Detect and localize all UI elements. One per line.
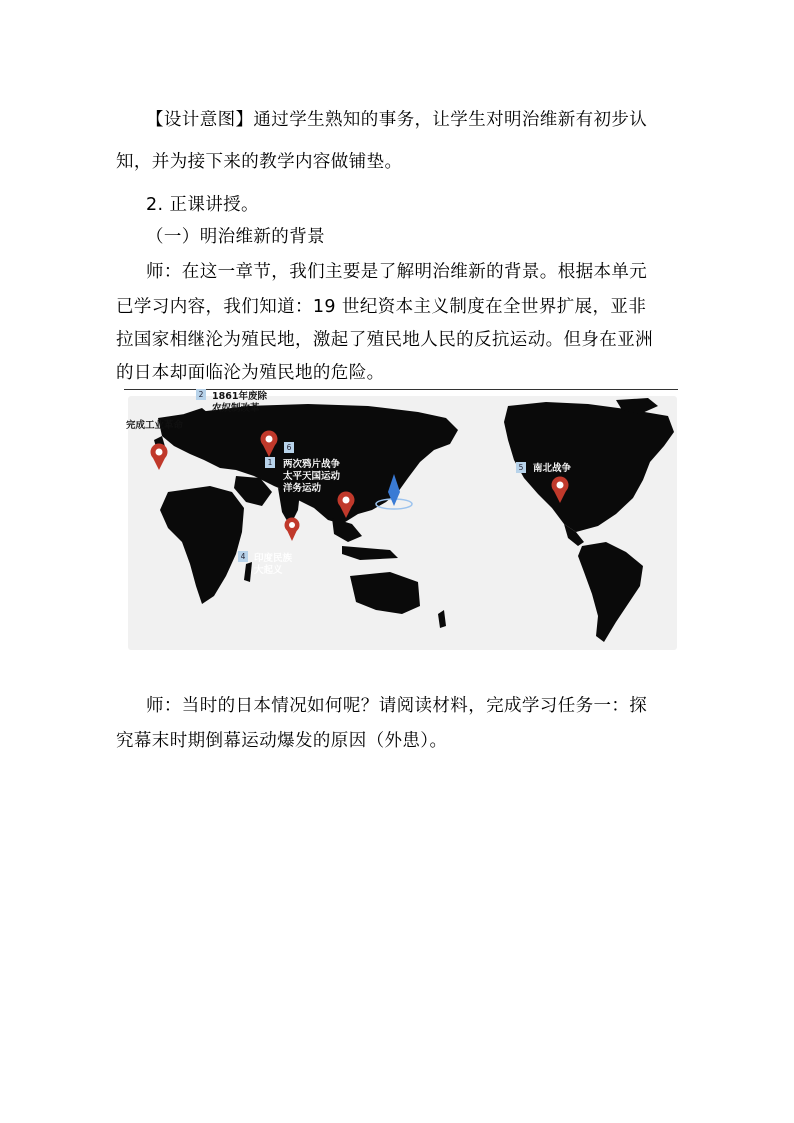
teacher-paragraph-1-line-4: 的日本却面临沦为殖民地的危险。	[116, 363, 385, 383]
design-intent-line-2: 知，并为接下来的教学内容做铺垫。	[116, 152, 403, 172]
world-map-svg	[128, 396, 677, 650]
label-russia-reform-1: 1861年废除	[212, 391, 267, 402]
label-china-1: 两次鸦片战争	[283, 459, 341, 470]
teacher-paragraph-1-line-2: 已学习内容，我们知道：19 世纪资本主义制度在全世界扩展，亚非	[116, 297, 647, 317]
teacher-paragraph-2-line-2: 究幕末时期倒幕运动爆发的原因（外患）。	[116, 731, 448, 751]
label-india-1: 印度民族	[254, 553, 293, 564]
teacher-paragraph-1-line-3: 拉国家相继沦为殖民地，激起了殖民地人民的反抗运动。但身在亚洲	[116, 330, 653, 350]
label-china-3: 洋务运动	[283, 483, 322, 494]
teacher-paragraph-2-line-1: 师：当时的日本情况如何呢？请阅读材料，完成学习任务一：探	[146, 696, 648, 716]
australia-landmass	[350, 572, 420, 614]
design-intent-line-1: 【设计意图】通过学生熟知的事务，让学生对明治维新有初步认	[146, 110, 648, 130]
section-heading: 2. 正课讲授。	[146, 195, 259, 215]
south-america-landmass	[578, 542, 643, 642]
subsection-heading: （一）明治维新的背景	[146, 227, 325, 247]
badge-russia-extra: 6	[284, 442, 294, 453]
badge-china: 1	[265, 457, 275, 468]
world-map-figure	[128, 396, 677, 650]
pin-india	[285, 518, 300, 542]
badge-usa: 5	[516, 462, 526, 473]
southeast-asia	[332, 518, 362, 542]
africa-landmass	[160, 486, 244, 604]
separator-line	[124, 389, 678, 390]
label-us-civil-war: 南北战争	[533, 463, 572, 474]
badge-india: 4	[238, 551, 248, 562]
teacher-paragraph-1-line-1: 师：在这一章节，我们主要是了解明治维新的背景。根据本单元	[146, 262, 648, 282]
indonesia	[342, 546, 398, 560]
label-china-2: 太平天国运动	[283, 471, 341, 482]
madagascar	[244, 562, 252, 582]
label-russia-reform-2: 农奴制改革	[212, 403, 260, 414]
label-industrial-revolution: 完成工业革命	[126, 420, 184, 431]
north-america-landmass	[504, 402, 674, 532]
new-zealand	[438, 610, 446, 628]
label-india-2: 大起义	[254, 565, 283, 576]
badge-russia: 2	[196, 389, 206, 400]
